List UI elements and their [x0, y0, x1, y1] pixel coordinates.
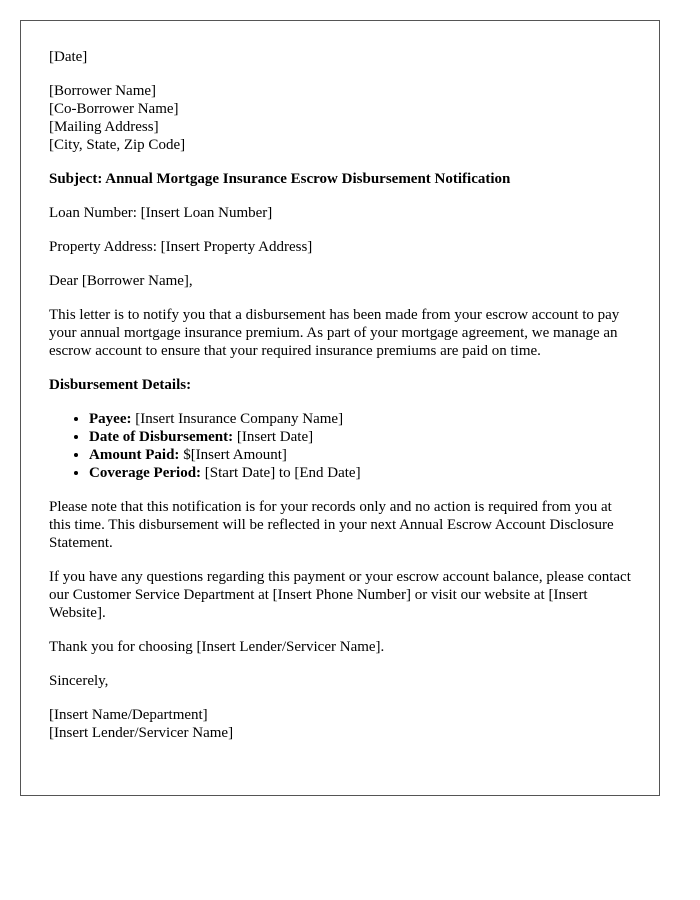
letter-document: [20, 20, 660, 796]
co-borrower-name: [Co-Borrower Name]: [49, 101, 179, 117]
details-heading: Disbursement Details:: [49, 377, 192, 393]
details-list: [49, 410, 631, 482]
recipient-address-block: [49, 82, 631, 154]
property-address: Property Address: [Insert Property Address]: [49, 239, 313, 255]
signature-name-department: [Insert Name/Department]: [49, 707, 208, 723]
detail-value: [Start Date] to [End Date]: [201, 465, 361, 481]
closing-line: Sincerely,: [49, 673, 109, 689]
detail-label: Payee:: [89, 411, 132, 427]
detail-item-coverage: [89, 464, 631, 482]
contact-paragraph: If you have any questions regarding this payment or your escrow account balance, please contact our Customer Service Department at [Insert Phone Number] or visit our website at [Insert Website].: [49, 569, 631, 621]
letter-subject: Subject: Annual Mortgage Insurance Escrow Disbursement Notification: [49, 171, 511, 187]
signature-lender-name: [Insert Lender/Servicer Name]: [49, 725, 234, 741]
detail-label: Date of Disbursement:: [89, 429, 234, 445]
detail-value: [Insert Date]: [233, 429, 314, 445]
detail-item-amount: [89, 446, 631, 464]
thanks-line: Thank you for choosing [Insert Lender/Servicer Name].: [49, 639, 385, 655]
detail-value: [Insert Insurance Company Name]: [131, 411, 344, 427]
detail-item-payee: [89, 410, 631, 428]
signature-block: [49, 706, 631, 742]
detail-label: Coverage Period:: [89, 465, 202, 481]
detail-item-date: [89, 428, 631, 446]
city-state-zip: [City, State, Zip Code]: [49, 137, 186, 153]
salutation: Dear [Borrower Name],: [49, 273, 193, 289]
letter-date: [Date]: [49, 49, 88, 65]
intro-paragraph: This letter is to notify you that a disbursement has been made from your escrow account to pay your annual mortgage insurance premium. As part of your mortgage agreement, we manage an escrow account to ensure that your required insurance premiums are paid on time.: [49, 307, 620, 359]
detail-value: $[Insert Amount]: [179, 447, 287, 463]
loan-number: Loan Number: [Insert Loan Number]: [49, 205, 273, 221]
detail-label: Amount Paid:: [89, 447, 180, 463]
borrower-name: [Borrower Name]: [49, 83, 157, 99]
note-paragraph: Please note that this notification is for your records only and no action is required from you at this time. This disbursement will be reflected in your next Annual Escrow Account Disclosure Statement.: [49, 499, 614, 551]
mailing-address: [Mailing Address]: [49, 119, 159, 135]
